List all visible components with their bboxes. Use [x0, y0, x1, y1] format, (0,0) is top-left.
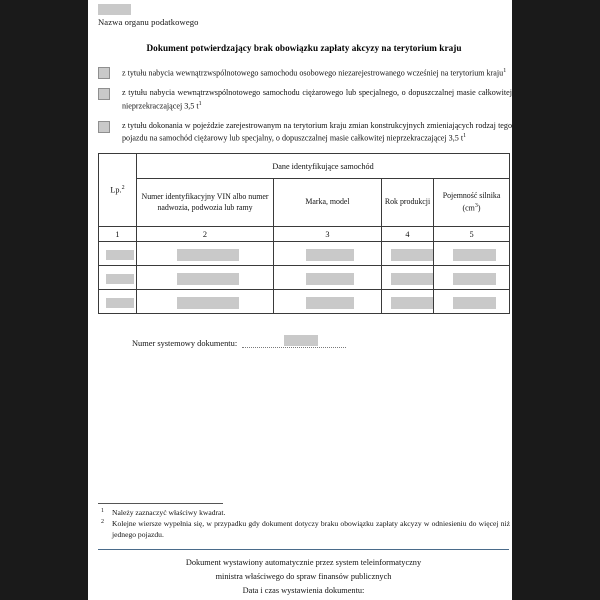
footnotes-section: [98, 503, 510, 541]
dotted-line: [242, 347, 346, 348]
organ-name-redaction: [98, 4, 131, 15]
cell-pojemnosc[interactable]: [434, 266, 510, 290]
col-num-5: 5: [434, 227, 510, 242]
cell-rok[interactable]: [382, 242, 434, 266]
marka-redaction: [306, 297, 354, 309]
table-row[interactable]: [99, 290, 510, 314]
checkbox-clause-2[interactable]: [98, 88, 110, 100]
vin-redaction: [177, 249, 239, 261]
lp-redaction: [106, 250, 134, 260]
system-document-number: [132, 336, 512, 348]
footnote-text: Kolejne wiersze wypełnia się, w przypadku gdy dokument dotyczy braku obowiązku zapłaty akcyzy w odniesieniu do więcej niż jednego pojazdu.: [112, 519, 510, 539]
table-header-row: [99, 179, 510, 227]
cell-lp[interactable]: [99, 290, 137, 314]
column-header-marka: Marka, model: [274, 179, 382, 227]
rok-redaction: [391, 273, 433, 285]
column-header-rok: Rok produkcji: [382, 179, 434, 227]
marka-redaction: [306, 249, 354, 261]
checkbox-clause-1[interactable]: [98, 67, 110, 79]
lp-redaction: [106, 274, 134, 284]
vehicle-data-table: [98, 153, 510, 314]
issuance-block: [98, 556, 509, 598]
table-row[interactable]: [99, 266, 510, 290]
cell-lp[interactable]: [99, 266, 137, 290]
footnote-marker: 2: [101, 519, 104, 526]
rok-redaction: [391, 297, 433, 309]
cell-rok[interactable]: [382, 290, 434, 314]
footnote-ref: 2: [121, 185, 125, 192]
table-column-number-row: [99, 227, 510, 242]
issuance-line-3: Data i czas wystawienia dokumentu:: [242, 586, 365, 595]
clause-item[interactable]: [96, 87, 512, 112]
clause-text: z tytułu nabycia wewnątrzwspólnotowego samochodu osobowego niezarejestrowanego wcześniej na terytorium kraju$^1$: [122, 68, 507, 78]
cell-vin[interactable]: [137, 290, 274, 314]
rok-redaction: [391, 249, 433, 261]
col-num-1: 1: [99, 227, 137, 242]
clause-text: z tytułu nabycia wewnątrzwspólnotowego samochodu ciężarowego lub specjalnego, o dopuszczalnej masie całkowitej nieprzekraczającej 3,5 $t^1$: [122, 88, 512, 111]
checkbox-clause-3[interactable]: [98, 121, 110, 133]
column-header-pojemnosc: Pojemność silnika $(cm^3)$: [434, 179, 510, 227]
pojemnosc-redaction: [453, 297, 496, 309]
vin-redaction: [177, 297, 239, 309]
column-header-vin: Numer identyfikacyjny VIN albo numer nadwozia, podwozia lub ramy: [137, 179, 274, 227]
footnote-text: Należy zaznaczyć właściwy kwadrat.: [112, 508, 226, 517]
clause-list: [96, 66, 512, 144]
vin-redaction: [177, 273, 239, 285]
system-number-redaction: [284, 335, 318, 346]
issuance-line-2: ministra właściwego do spraw finansów publicznych: [215, 572, 392, 581]
clause-item[interactable]: [96, 120, 512, 145]
marka-redaction: [306, 273, 354, 285]
cell-pojemnosc[interactable]: [434, 242, 510, 266]
engine-unit-exponent: 3: [474, 203, 478, 210]
cell-lp[interactable]: [99, 242, 137, 266]
cell-vin[interactable]: [137, 242, 274, 266]
table-row[interactable]: [99, 242, 510, 266]
footnote-ref: 1: [463, 133, 467, 139]
cell-marka[interactable]: [274, 266, 382, 290]
cell-marka[interactable]: [274, 290, 382, 314]
col-num-2: 2: [137, 227, 274, 242]
pojemnosc-redaction: [453, 249, 496, 261]
column-group-header: Dane identyfikujące samochód: [137, 154, 510, 179]
footnote-separator: [98, 503, 223, 504]
table-header-group-row: [99, 154, 510, 179]
footnote-ref: 1: [503, 68, 507, 74]
col-num-3: 3: [274, 227, 382, 242]
cell-rok[interactable]: [382, 266, 434, 290]
clause-text: z tytułu dokonania w pojeździe zarejestrowanym na terytorium kraju zmian konstrukcyjnych zmieniających rodzaj tego pojazdu na samochód ciężarowy lub specjalny, o dopuszczalnej masie całkowitej nieprzekraczającej 3,5 $t^1$: [122, 120, 512, 143]
issuance-line-1: Dokument wystawiony automatycznie przez system teleinformatyczny: [185, 558, 422, 567]
document-content: [96, 0, 512, 600]
footnote-marker: 1: [101, 508, 104, 514]
column-header-lp: Lp.$^2$: [99, 154, 137, 227]
system-number-field[interactable]: [242, 336, 346, 348]
organ-name-label: Nazwa organu podatkowego: [98, 17, 199, 27]
clause-item[interactable]: [96, 66, 512, 79]
pojemnosc-redaction: [453, 273, 496, 285]
col-num-4: 4: [382, 227, 434, 242]
footnote-item: [98, 519, 510, 540]
lp-redaction: [106, 298, 134, 308]
document-page: [88, 0, 512, 600]
cell-pojemnosc[interactable]: [434, 290, 510, 314]
footnote-item: [98, 508, 510, 518]
cell-vin[interactable]: [137, 266, 274, 290]
footnote-ref: 1: [198, 100, 202, 107]
cell-marka[interactable]: [274, 242, 382, 266]
page-title: Dokument potwierdzający brak obowiązku zapłaty akcyzy na terytorium kraju: [146, 43, 462, 53]
bottom-separator: [98, 549, 509, 550]
system-number-label: Numer systemowy dokumentu:: [132, 339, 238, 349]
